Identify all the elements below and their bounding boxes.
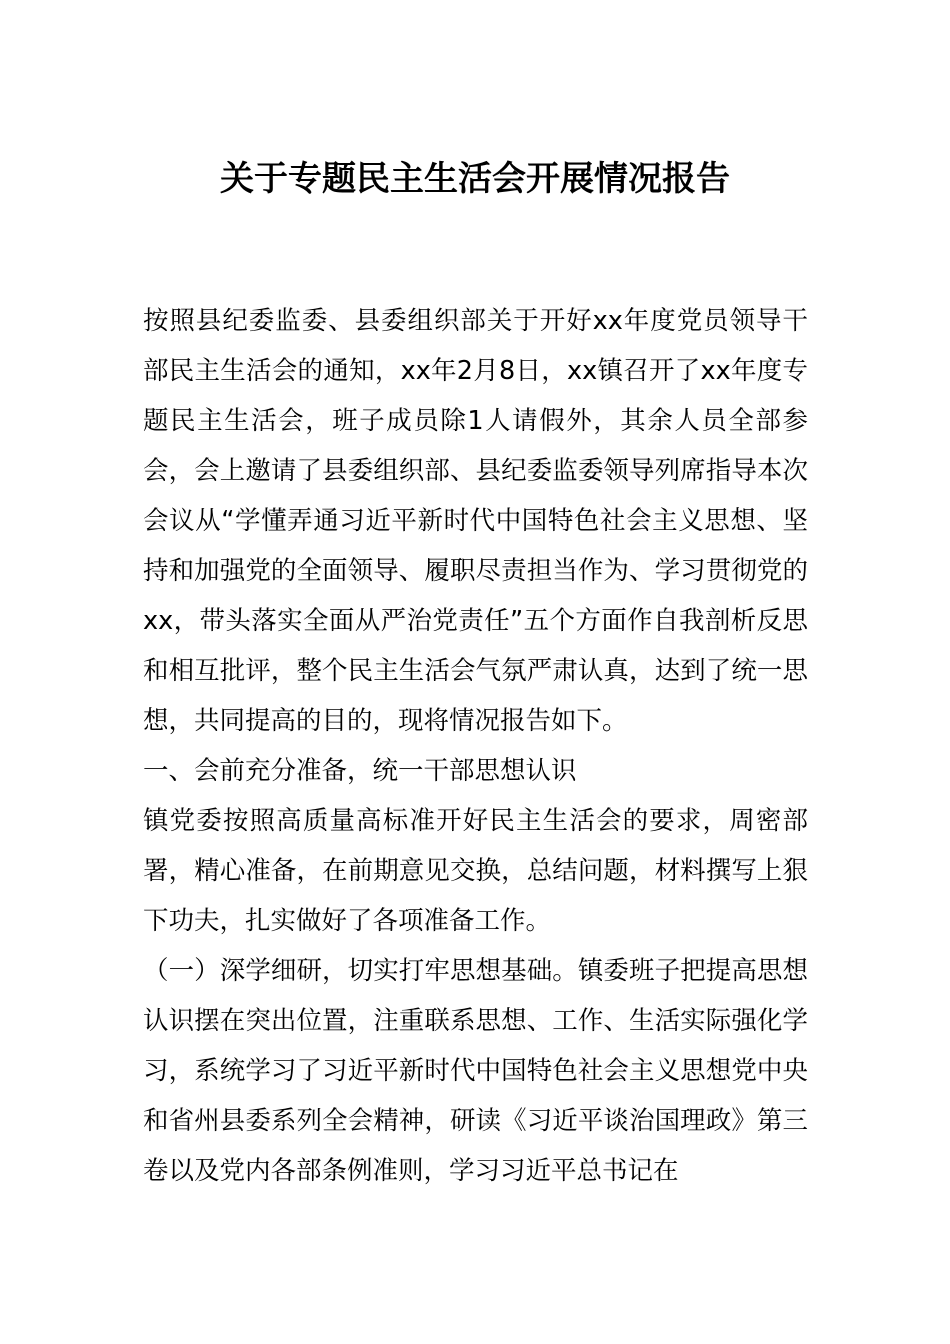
section-heading-1: 一、会前充分准备，统一干部思想认识 [143, 756, 577, 786]
document-body [143, 296, 808, 1196]
paragraph-subsection-1: （一）深学细研，切实打牢思想基础。镇委班子把提高思想认识摆在突出位置，注重联系思想、工作、生活实际强化学习，系统学习了习近平新时代中国特色社会主义思想党中央和省州县委系列全会精神，研读《习近平谈治国理政》第三卷以及党内各部条例准则，学习习近平总书记在 [143, 956, 808, 1186]
paragraph-intro: 按照县纪委监委、县委组织部关于开好xx年度党员领导干部民主生活会的通知，xx年2月8日，xx镇召开了xx年度专题民主生活会，班子成员除1人请假外，其余人员全部参会，会上邀请了县委组织部、县纪委监委领导列席指导本次会议从“学懂弄通习近平新时代中国特色社会主义思想、坚持和加强党的全面领导、履职尽责担当作为、学习贯彻党的xx，带头落实全面从严治党责任”五个方面作自我剖析反思和相互批评，整个民主生活会气氛严肃认真，达到了统一思想，共同提高的目的，现将情况报告如下。 [143, 306, 808, 736]
paragraph-section-1: 镇党委按照高质量高标准开好民主生活会的要求，周密部署，精心准备，在前期意见交换，总结问题，材料撰写上狠下功夫，扎实做好了各项准备工作。 [143, 806, 808, 936]
document-title: 关于专题民主生活会开展情况报告 [220, 159, 730, 199]
